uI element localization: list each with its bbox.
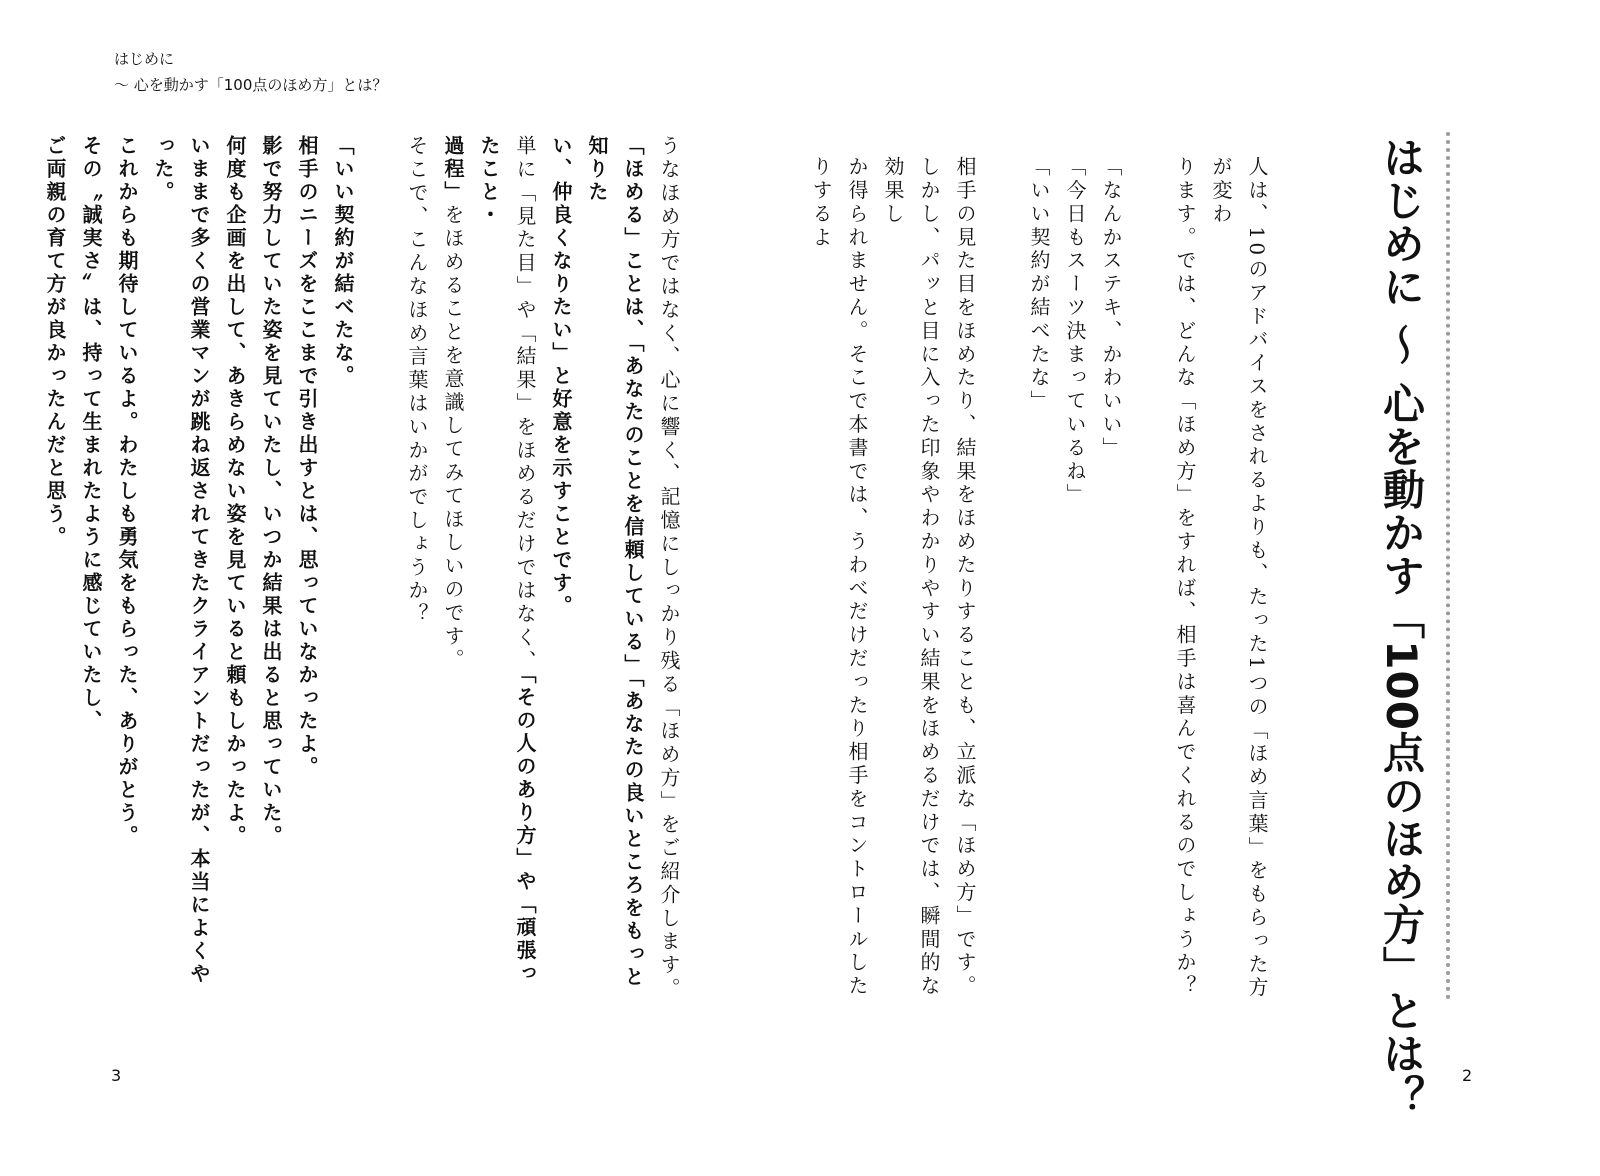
- dotted-divider: [1446, 132, 1450, 1000]
- quote-line: これからも期待しているよ。わたしも勇気をもらった、ありがとう。: [115, 135, 139, 848]
- text-run: をほめることを意識してみてほしいのです。: [441, 204, 465, 672]
- paragraph: 人は、10のアドバイスをされるよりも、たった1つの「ほめ言葉」をもらった方が変わ: [1209, 156, 1269, 1000]
- quote-line: 影で努力していた姿を見ていたし、いつか結果は出ると思っていた。: [259, 135, 283, 848]
- emphasis-run: 過程」: [441, 135, 465, 204]
- quote-line: その〝誠実さ〟は、持って生まれたように感じていたし、: [79, 135, 103, 733]
- quote-line: 「いい契約が結べたな」: [1027, 156, 1051, 414]
- paragraph: か得られません。そこで本書では、うわべだけだったり相手をコントロールしたりするよ: [809, 156, 869, 999]
- page-number-left: 3: [111, 1066, 122, 1085]
- emphasis-line: い、仲良くなりたい」と好意を示すことです。: [549, 135, 573, 618]
- text-run: 単に「見た目」や「結果」をほめるだけではなく、: [513, 135, 537, 674]
- quote-line: 「なんかステキ、かわいい」: [1099, 156, 1123, 461]
- left-page-body: [37, 135, 687, 1001]
- right-page-body: [803, 156, 1275, 1001]
- quote-line: 何度も企画を出して、あきらめない姿を見ていると頼もしかったよ。: [223, 135, 247, 848]
- quote-line: 相手のニーズをここまで引き出すとは、思っていなかったよ。: [295, 135, 319, 779]
- emphasis-run: 「その人のあり方」や「頑張ったこと・: [477, 135, 537, 986]
- paragraph: [435, 135, 471, 1001]
- running-head: [114, 46, 387, 98]
- paragraph: [471, 135, 543, 1001]
- paragraph: しかし、パッと目に入った印象やわかりやすい結果をほめるだけでは、瞬間的な効果し: [881, 156, 941, 999]
- running-head-line2: 〜 心を動かす「100点のほめ方」とは？: [114, 76, 388, 94]
- quote-line: 「いい契約が結べたな。: [331, 135, 355, 388]
- spacer: [361, 135, 399, 1001]
- paragraph: そこで、こんなほめ言葉はいかがでしょうか？: [405, 135, 429, 627]
- emphasis-line: 「ほめる」ことは、「あなたのことを信頼している」「あなたの良いところをもっと知りた: [585, 135, 645, 989]
- page-number-right: 2: [1462, 1066, 1473, 1085]
- paragraph: うなほめ方ではなく、心に響く、記憶にしっかり残る「ほめ方」をご紹介します。: [657, 135, 681, 1001]
- spacer: [983, 156, 1021, 1001]
- quote-line: 「今日もスーツ決まっているね」: [1063, 156, 1087, 507]
- spacer: [1129, 156, 1167, 1001]
- chapter-title: はじめに 〜 心を動かす「100点のほめ方」とは？: [1377, 136, 1426, 1118]
- quote-line: ご両親の育て方が良かったんだと思う。: [43, 135, 67, 549]
- running-head-line1: はじめに: [114, 50, 175, 68]
- quote-line: いままで多くの営業マンが跳ね返されてきたクライアントだったが、本当によくやった。: [151, 135, 211, 986]
- paragraph: 相手の見た目をほめたり、結果をほめたりすることも、立派な「ほめ方」です。: [953, 156, 977, 999]
- paragraph: ります。では、どんな「ほめ方」をすれば、相手は喜んでくれるのでしょうか？: [1173, 156, 1197, 999]
